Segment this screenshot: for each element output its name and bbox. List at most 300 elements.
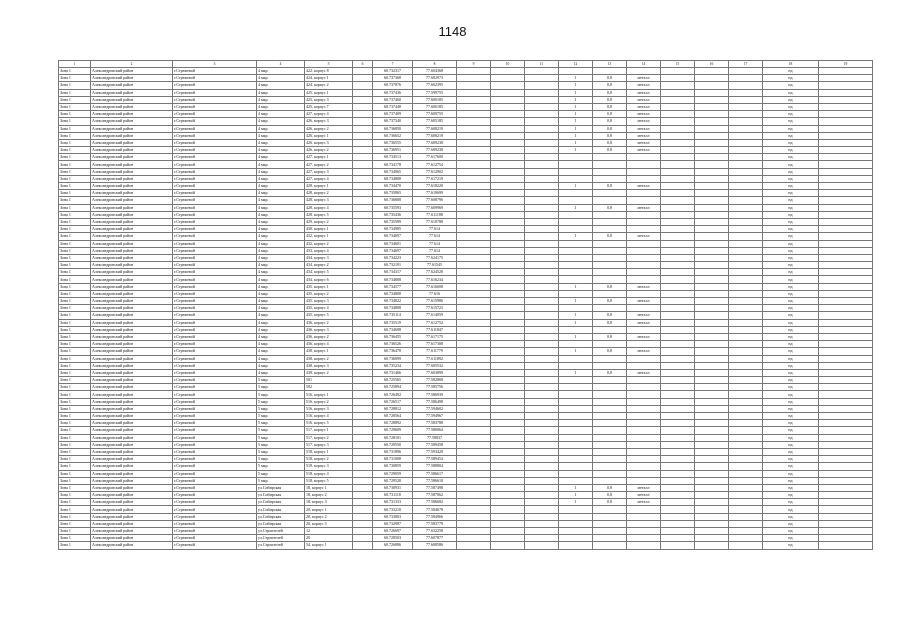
- table-cell: [491, 132, 525, 139]
- table-cell: 4 мкр.: [257, 226, 305, 233]
- table-row: [59, 499, 873, 506]
- table-cell: 60.734808: [373, 175, 413, 182]
- table-cell: [661, 499, 695, 506]
- table-cell: 60.725894: [373, 384, 413, 391]
- table-cell: 436, корпус 3: [305, 326, 353, 333]
- table-cell: [661, 420, 695, 427]
- table-cell: [695, 139, 729, 146]
- table-cell: [525, 190, 559, 197]
- table-cell: 77.583779: [413, 520, 457, 527]
- table-cell: 4 мкр.: [257, 197, 305, 204]
- table-cell: ул.Сибирская: [257, 492, 305, 499]
- table-cell: [695, 147, 729, 154]
- table-cell: [491, 211, 525, 218]
- table-cell: Александровский район: [91, 542, 173, 549]
- table-cell: Александровский район: [91, 276, 173, 283]
- table-cell: 4 мкр.: [257, 111, 305, 118]
- table-cell: Александровский район: [91, 427, 173, 434]
- table-cell: [729, 290, 763, 297]
- table-cell: 77.586682: [413, 499, 457, 506]
- table-row: [59, 405, 873, 412]
- table-cell: 1: [559, 492, 593, 499]
- table-cell: [491, 477, 525, 484]
- table-cell: 4 мкр.: [257, 369, 305, 376]
- table-cell: [819, 413, 873, 420]
- column-header: 14: [627, 61, 661, 68]
- table-row: [59, 427, 873, 434]
- table-cell: 77.600185: [413, 96, 457, 103]
- table-cell: [353, 427, 373, 434]
- table-cell: [491, 448, 525, 455]
- table-cell: [695, 434, 729, 441]
- table-cell: 517, корпус 1: [305, 427, 353, 434]
- table-cell: [661, 290, 695, 297]
- table-cell: 60.725565: [373, 377, 413, 384]
- table-cell: 60.734697: [373, 233, 413, 240]
- table-cell: 1: [559, 103, 593, 110]
- table-cell: [525, 441, 559, 448]
- table-cell: Зона 1: [59, 262, 91, 269]
- table-cell: 60.735519: [373, 319, 413, 326]
- table-cell: [457, 298, 491, 305]
- table-cell: [819, 542, 873, 549]
- table-cell: 427, корпус 2: [305, 161, 353, 168]
- table-cell: металл: [627, 333, 661, 340]
- table-cell: г.Стрежевой: [173, 441, 257, 448]
- table-cell: 518, корпус 1: [305, 448, 353, 455]
- table-cell: [695, 269, 729, 276]
- table-cell: [491, 434, 525, 441]
- table-cell: [491, 168, 525, 175]
- table-cell: 428, корпус 5: [305, 211, 353, 218]
- table-cell: металл: [627, 484, 661, 491]
- table-cell: [525, 492, 559, 499]
- table-cell: [729, 175, 763, 182]
- table-cell: нд: [763, 269, 819, 276]
- table-cell: [729, 197, 763, 204]
- table-cell: [457, 89, 491, 96]
- table-cell: 434, корпус 2: [305, 262, 353, 269]
- table-cell: [695, 190, 729, 197]
- table-cell: [661, 441, 695, 448]
- table-cell: Александровский район: [91, 477, 173, 484]
- table-cell: [525, 197, 559, 204]
- table-cell: г.Стрежевой: [173, 312, 257, 319]
- table-cell: 4 мкр.: [257, 175, 305, 182]
- table-cell: г.Стрежевой: [173, 132, 257, 139]
- table-cell: 4 мкр.: [257, 211, 305, 218]
- table-cell: [661, 168, 695, 175]
- table-cell: металл: [627, 103, 661, 110]
- table-cell: нд: [763, 326, 819, 333]
- table-cell: 60.734470: [373, 183, 413, 190]
- column-header: 11: [525, 61, 559, 68]
- table-cell: Александровский район: [91, 341, 173, 348]
- table-cell: [695, 341, 729, 348]
- table-cell: [729, 420, 763, 427]
- table-cell: [627, 520, 661, 527]
- table-cell: [661, 492, 695, 499]
- table-cell: нд: [763, 535, 819, 542]
- table-cell: [525, 103, 559, 110]
- table-cell: 435, корпус 1: [305, 283, 353, 290]
- table-row: [59, 528, 873, 535]
- table-cell: [353, 413, 373, 420]
- table-cell: [661, 183, 695, 190]
- table-cell: [559, 448, 593, 455]
- table-cell: Зона 1: [59, 139, 91, 146]
- table-cell: 4 мкр.: [257, 139, 305, 146]
- table-cell: [695, 283, 729, 290]
- table-cell: 77.615986: [413, 298, 457, 305]
- table-cell: [353, 276, 373, 283]
- table-cell: г.Стрежевой: [173, 240, 257, 247]
- table-cell: 518, корпус 5: [305, 477, 353, 484]
- table-row: [59, 398, 873, 405]
- table-cell: 4 мкр.: [257, 362, 305, 369]
- table-cell: [457, 118, 491, 125]
- table-cell: [559, 254, 593, 261]
- table-cell: [819, 183, 873, 190]
- table-cell: 1: [559, 96, 593, 103]
- column-header: 16: [695, 61, 729, 68]
- table-cell: [353, 384, 373, 391]
- table-cell: [593, 398, 627, 405]
- table-cell: [353, 398, 373, 405]
- table-cell: [593, 197, 627, 204]
- table-cell: [819, 254, 873, 261]
- table-cell: г.Стрежевой: [173, 477, 257, 484]
- table-cell: нд: [763, 506, 819, 513]
- table-cell: [661, 513, 695, 520]
- table-cell: Александровский район: [91, 499, 173, 506]
- table-cell: Зона 1: [59, 535, 91, 542]
- table-cell: [491, 183, 525, 190]
- table-cell: [525, 68, 559, 75]
- table-cell: [661, 369, 695, 376]
- table-cell: [729, 233, 763, 240]
- table-cell: 438, корпус 1: [305, 348, 353, 355]
- table-cell: 4 мкр.: [257, 103, 305, 110]
- table-cell: нд: [763, 290, 819, 297]
- table-cell: [819, 333, 873, 340]
- table-cell: 77.602973: [413, 75, 457, 82]
- table-cell: [559, 520, 593, 527]
- table-cell: г.Стрежевой: [173, 413, 257, 420]
- table-cell: [661, 377, 695, 384]
- table-cell: [525, 139, 559, 146]
- table-cell: [819, 226, 873, 233]
- table-cell: [457, 456, 491, 463]
- table-cell: [457, 427, 491, 434]
- table-cell: [593, 161, 627, 168]
- table-cell: 60.726697: [373, 528, 413, 535]
- table-cell: [525, 154, 559, 161]
- table-cell: [491, 506, 525, 513]
- table-row: [59, 513, 873, 520]
- table-cell: 77.611892: [413, 355, 457, 362]
- table-cell: [695, 132, 729, 139]
- table-cell: [457, 420, 491, 427]
- table-row: [59, 175, 873, 182]
- table-cell: г.Стрежевой: [173, 154, 257, 161]
- table-cell: [695, 276, 729, 283]
- table-row: [59, 226, 873, 233]
- table-cell: [819, 168, 873, 175]
- table-cell: г.Стрежевой: [173, 326, 257, 333]
- table-cell: [593, 290, 627, 297]
- table-cell: [729, 305, 763, 312]
- table-cell: 60.728892: [373, 420, 413, 427]
- table-row: [59, 434, 873, 441]
- table-cell: [525, 183, 559, 190]
- table-cell: [661, 535, 695, 542]
- table-cell: 77.612752: [413, 319, 457, 326]
- table-cell: [457, 413, 491, 420]
- table-cell: 60.736850: [373, 125, 413, 132]
- table-cell: [627, 420, 661, 427]
- table-cell: [661, 262, 695, 269]
- table-cell: [525, 384, 559, 391]
- table-cell: [457, 520, 491, 527]
- table-cell: [661, 391, 695, 398]
- table-cell: 1: [559, 348, 593, 355]
- table-cell: [593, 190, 627, 197]
- table-cell: [353, 139, 373, 146]
- table-cell: 5 мкр.: [257, 420, 305, 427]
- table-cell: [593, 218, 627, 225]
- table-cell: 5 мкр.: [257, 391, 305, 398]
- table-cell: 77.587062: [413, 492, 457, 499]
- table-cell: Александровский район: [91, 226, 173, 233]
- table-cell: 20, корпус 3: [305, 520, 353, 527]
- table-cell: [729, 542, 763, 549]
- table-cell: Александровский район: [91, 190, 173, 197]
- table-cell: 4 мкр.: [257, 240, 305, 247]
- table-cell: металл: [627, 204, 661, 211]
- table-cell: [593, 535, 627, 542]
- table-cell: [661, 211, 695, 218]
- table-cell: 516, корпус 3: [305, 405, 353, 412]
- table-cell: 435, корпус 5: [305, 312, 353, 319]
- table-cell: Александровский район: [91, 154, 173, 161]
- table-cell: г.Стрежевой: [173, 448, 257, 455]
- table-cell: 4 мкр.: [257, 161, 305, 168]
- table-cell: [593, 477, 627, 484]
- table-cell: [457, 477, 491, 484]
- table-cell: [819, 484, 873, 491]
- table-cell: [819, 82, 873, 89]
- table-cell: [593, 276, 627, 283]
- table-cell: [695, 456, 729, 463]
- table-cell: [695, 319, 729, 326]
- table-cell: [593, 463, 627, 470]
- table-cell: 60.732987: [373, 520, 413, 527]
- table-row: [59, 161, 873, 168]
- table-cell: [457, 240, 491, 247]
- table-cell: [559, 427, 593, 434]
- table-cell: [593, 384, 627, 391]
- table-cell: [661, 75, 695, 82]
- table-cell: [457, 233, 491, 240]
- table-cell: Зона 1: [59, 377, 91, 384]
- table-cell: [661, 348, 695, 355]
- table-cell: г.Стрежевой: [173, 161, 257, 168]
- table-cell: [559, 211, 593, 218]
- table-cell: [729, 183, 763, 190]
- table-cell: г.Стрежевой: [173, 427, 257, 434]
- table-row: [59, 542, 873, 549]
- table-cell: 77.582868: [413, 377, 457, 384]
- table-cell: [627, 362, 661, 369]
- table-cell: [729, 211, 763, 218]
- table-cell: г.Стрежевой: [173, 520, 257, 527]
- table-cell: [491, 161, 525, 168]
- table-cell: г.Стрежевой: [173, 348, 257, 355]
- table-cell: 4 мкр.: [257, 290, 305, 297]
- table-cell: [695, 355, 729, 362]
- table-cell: 60.734601: [373, 240, 413, 247]
- table-cell: [559, 362, 593, 369]
- table-cell: Зона 1: [59, 82, 91, 89]
- table-cell: Александровский район: [91, 326, 173, 333]
- table-cell: [627, 175, 661, 182]
- table-cell: металл: [627, 118, 661, 125]
- table-cell: [695, 506, 729, 513]
- table-cell: 60.734513: [373, 154, 413, 161]
- table-cell: [353, 535, 373, 542]
- table-cell: Александровский район: [91, 269, 173, 276]
- table-cell: [695, 298, 729, 305]
- table-cell: Александровский район: [91, 254, 173, 261]
- table-cell: нд: [763, 254, 819, 261]
- table-cell: [695, 463, 729, 470]
- table-cell: [559, 262, 593, 269]
- table-cell: [729, 391, 763, 398]
- table-cell: нд: [763, 312, 819, 319]
- table-cell: [353, 305, 373, 312]
- table-cell: Александровский район: [91, 218, 173, 225]
- table-row: [59, 183, 873, 190]
- table-cell: 516, корпус 4: [305, 413, 353, 420]
- table-cell: 20, корпус 1: [305, 506, 353, 513]
- table-cell: [457, 276, 491, 283]
- table-cell: 426, корпус 2: [305, 125, 353, 132]
- table-row: [59, 298, 873, 305]
- table-row: [59, 82, 873, 89]
- table-cell: Зона 1: [59, 125, 91, 132]
- table-cell: 77.602395: [413, 82, 457, 89]
- table-cell: Александровский район: [91, 535, 173, 542]
- table-cell: [457, 82, 491, 89]
- table-cell: 77.617600: [413, 154, 457, 161]
- table-cell: [353, 190, 373, 197]
- table-cell: 77.609238: [413, 139, 457, 146]
- table-cell: Александровский район: [91, 312, 173, 319]
- table-cell: [819, 513, 873, 520]
- table-cell: [593, 68, 627, 75]
- table-cell: [819, 89, 873, 96]
- table-cell: нд: [763, 413, 819, 420]
- table-cell: [593, 528, 627, 535]
- table-cell: нд: [763, 233, 819, 240]
- table-row: [59, 276, 873, 283]
- table-cell: [457, 147, 491, 154]
- table-cell: [627, 341, 661, 348]
- table-cell: металл: [627, 183, 661, 190]
- table-cell: металл: [627, 312, 661, 319]
- table-cell: Александровский район: [91, 247, 173, 254]
- table-cell: [819, 369, 873, 376]
- table-cell: Зона 1: [59, 513, 91, 520]
- table-cell: [661, 132, 695, 139]
- table-cell: металл: [627, 125, 661, 132]
- table-cell: [695, 154, 729, 161]
- table-cell: [457, 341, 491, 348]
- table-cell: [525, 398, 559, 405]
- table-cell: Александровский район: [91, 413, 173, 420]
- table-cell: [593, 441, 627, 448]
- table-cell: 5 мкр.: [257, 477, 305, 484]
- table-cell: [661, 269, 695, 276]
- table-cell: г.Стрежевой: [173, 103, 257, 110]
- table-cell: [627, 513, 661, 520]
- table-cell: [661, 362, 695, 369]
- table-cell: [353, 197, 373, 204]
- column-header: 6: [353, 61, 373, 68]
- table-cell: [729, 240, 763, 247]
- table-cell: 1: [559, 312, 593, 319]
- table-cell: [457, 226, 491, 233]
- table-cell: [457, 154, 491, 161]
- table-cell: [729, 132, 763, 139]
- table-cell: [491, 427, 525, 434]
- table-cell: [729, 377, 763, 384]
- table-cell: [457, 333, 491, 340]
- table-cell: 4 мкр.: [257, 341, 305, 348]
- table-cell: [593, 211, 627, 218]
- table-cell: [353, 226, 373, 233]
- table-cell: нд: [763, 513, 819, 520]
- table-cell: 60.729059: [373, 470, 413, 477]
- table-cell: Александровский район: [91, 348, 173, 355]
- table-cell: [695, 161, 729, 168]
- table-cell: 4 мкр.: [257, 204, 305, 211]
- column-header: 10: [491, 61, 525, 68]
- table-cell: 1: [559, 484, 593, 491]
- table-cell: [457, 190, 491, 197]
- table-cell: [661, 197, 695, 204]
- table-cell: [525, 147, 559, 154]
- table-cell: 1: [559, 118, 593, 125]
- table-cell: 4 мкр.: [257, 247, 305, 254]
- table-cell: 77.609969: [413, 204, 457, 211]
- table-cell: 77.617219: [413, 175, 457, 182]
- table-row: [59, 362, 873, 369]
- table-cell: [661, 82, 695, 89]
- table-cell: 432, корпус 2: [305, 240, 353, 247]
- table-cell: [525, 319, 559, 326]
- table-cell: 0,8: [593, 82, 627, 89]
- table-cell: [819, 384, 873, 391]
- table-cell: [695, 218, 729, 225]
- table-cell: [661, 542, 695, 549]
- table-cell: г.Стрежевой: [173, 96, 257, 103]
- table-cell: 517, корпус 2: [305, 434, 353, 441]
- table-cell: 77.586939: [413, 391, 457, 398]
- table-row: [59, 290, 873, 297]
- table-cell: 0,8: [593, 348, 627, 355]
